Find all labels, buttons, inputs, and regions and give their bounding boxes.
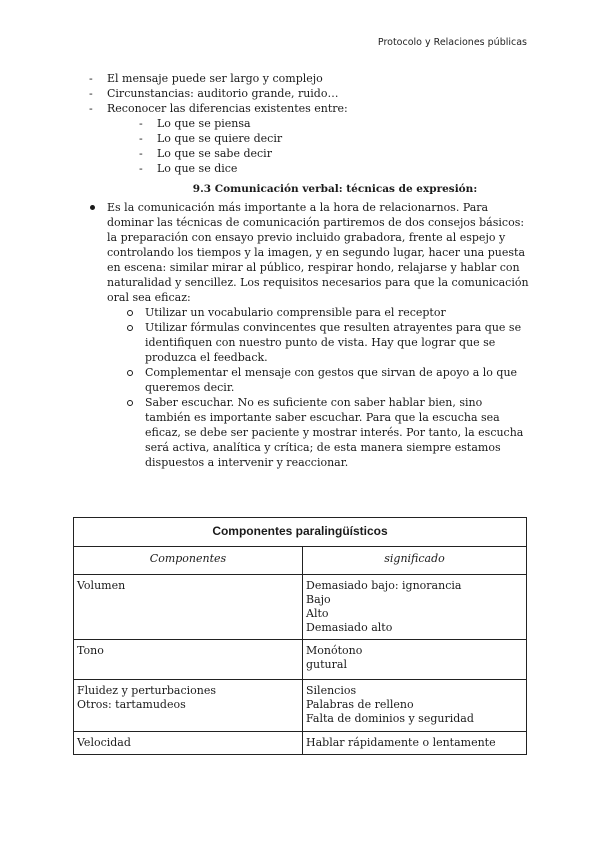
paralinguistic-table [73, 517, 527, 755]
list-item: - El mensaje puede ser largo y complejo [80, 71, 530, 86]
cell-component: Fluidez y perturbaciones Otros: tartamudeos [74, 680, 303, 732]
table-row [74, 732, 527, 755]
sub-list [130, 116, 530, 176]
cell-meaning: Silencios Palabras de relleno Falta de dominios y seguridad [303, 680, 527, 732]
cell-meaning: Hablar rápidamente o lentamente [303, 732, 527, 755]
requirements-list [107, 305, 530, 470]
sub-list-item: - Lo que se dice [130, 161, 530, 176]
cell-meaning: Demasiado bajo: ignorancia Bajo Alto Demasiado alto [303, 575, 527, 640]
table-row [74, 575, 527, 640]
sub-list-item: - Lo que se piensa [130, 116, 530, 131]
cell-component: Volumen [74, 575, 303, 640]
requirement-item: Complementar el mensaje con gestos que sirvan de apoyo a lo que queremos decir. [120, 365, 530, 395]
document-body [80, 71, 530, 470]
page-header: Protocolo y Relaciones públicas [377, 37, 527, 48]
column-header-components: Componentes [74, 547, 303, 575]
sub-list-item: - Lo que se sabe decir [130, 146, 530, 161]
section-list [80, 200, 530, 470]
list-item: - Circunstancias: auditorio grande, ruido… [80, 86, 530, 101]
section-title: 9.3 Comunicación verbal: técnicas de expresión: [192, 183, 478, 195]
list-item [80, 101, 530, 176]
column-header-meaning: significado [303, 547, 527, 575]
intro-list [80, 71, 530, 176]
requirement-item: Utilizar fórmulas convincentes que resulten atrayentes para que se identifiquen con nuestro punto de vista. Hay que lograr que se produzca el feedback. [120, 320, 530, 365]
sub-list-item: - Lo que se quiere decir [130, 131, 530, 146]
table-row [74, 680, 527, 732]
cell-component: Velocidad [74, 732, 303, 755]
requirement-item: Utilizar un vocabulario comprensible para el receptor [120, 305, 530, 320]
paragraph-text: Es la comunicación más importante a la hora de relacionarnos. Para dominar las técnicas de comunicación partiremos de dos consejos básicos: la preparación con ensayo previo incluido grabadora, frente al espejo y controlando los tiempos y la imagen, y en segundo lugar, hacer una puesta en escena: similar mirar al público, respirar hondo, relajarse y hablar con naturalidad y sencillez. Los requisitos necesarios para que la comunicación oral sea eficaz: [107, 201, 529, 304]
list-item-text: Reconocer las diferencias existentes entre: [107, 102, 348, 115]
table-row [74, 640, 527, 680]
cell-component: Tono [74, 640, 303, 680]
section-paragraph [80, 200, 530, 470]
requirement-item: Saber escuchar. No es suficiente con saber hablar bien, sino también es importante saber escuchar. Para que la escucha sea eficaz, se debe ser paciente y mostrar interés. Por tanto, la escucha será activa, analítica y crítica; de esta manera siempre estamos dispuestos a intervenir y reaccionar. [120, 395, 530, 470]
cell-meaning: Monótono gutural [303, 640, 527, 680]
table-title: Componentes paralingüísticos [74, 518, 527, 547]
